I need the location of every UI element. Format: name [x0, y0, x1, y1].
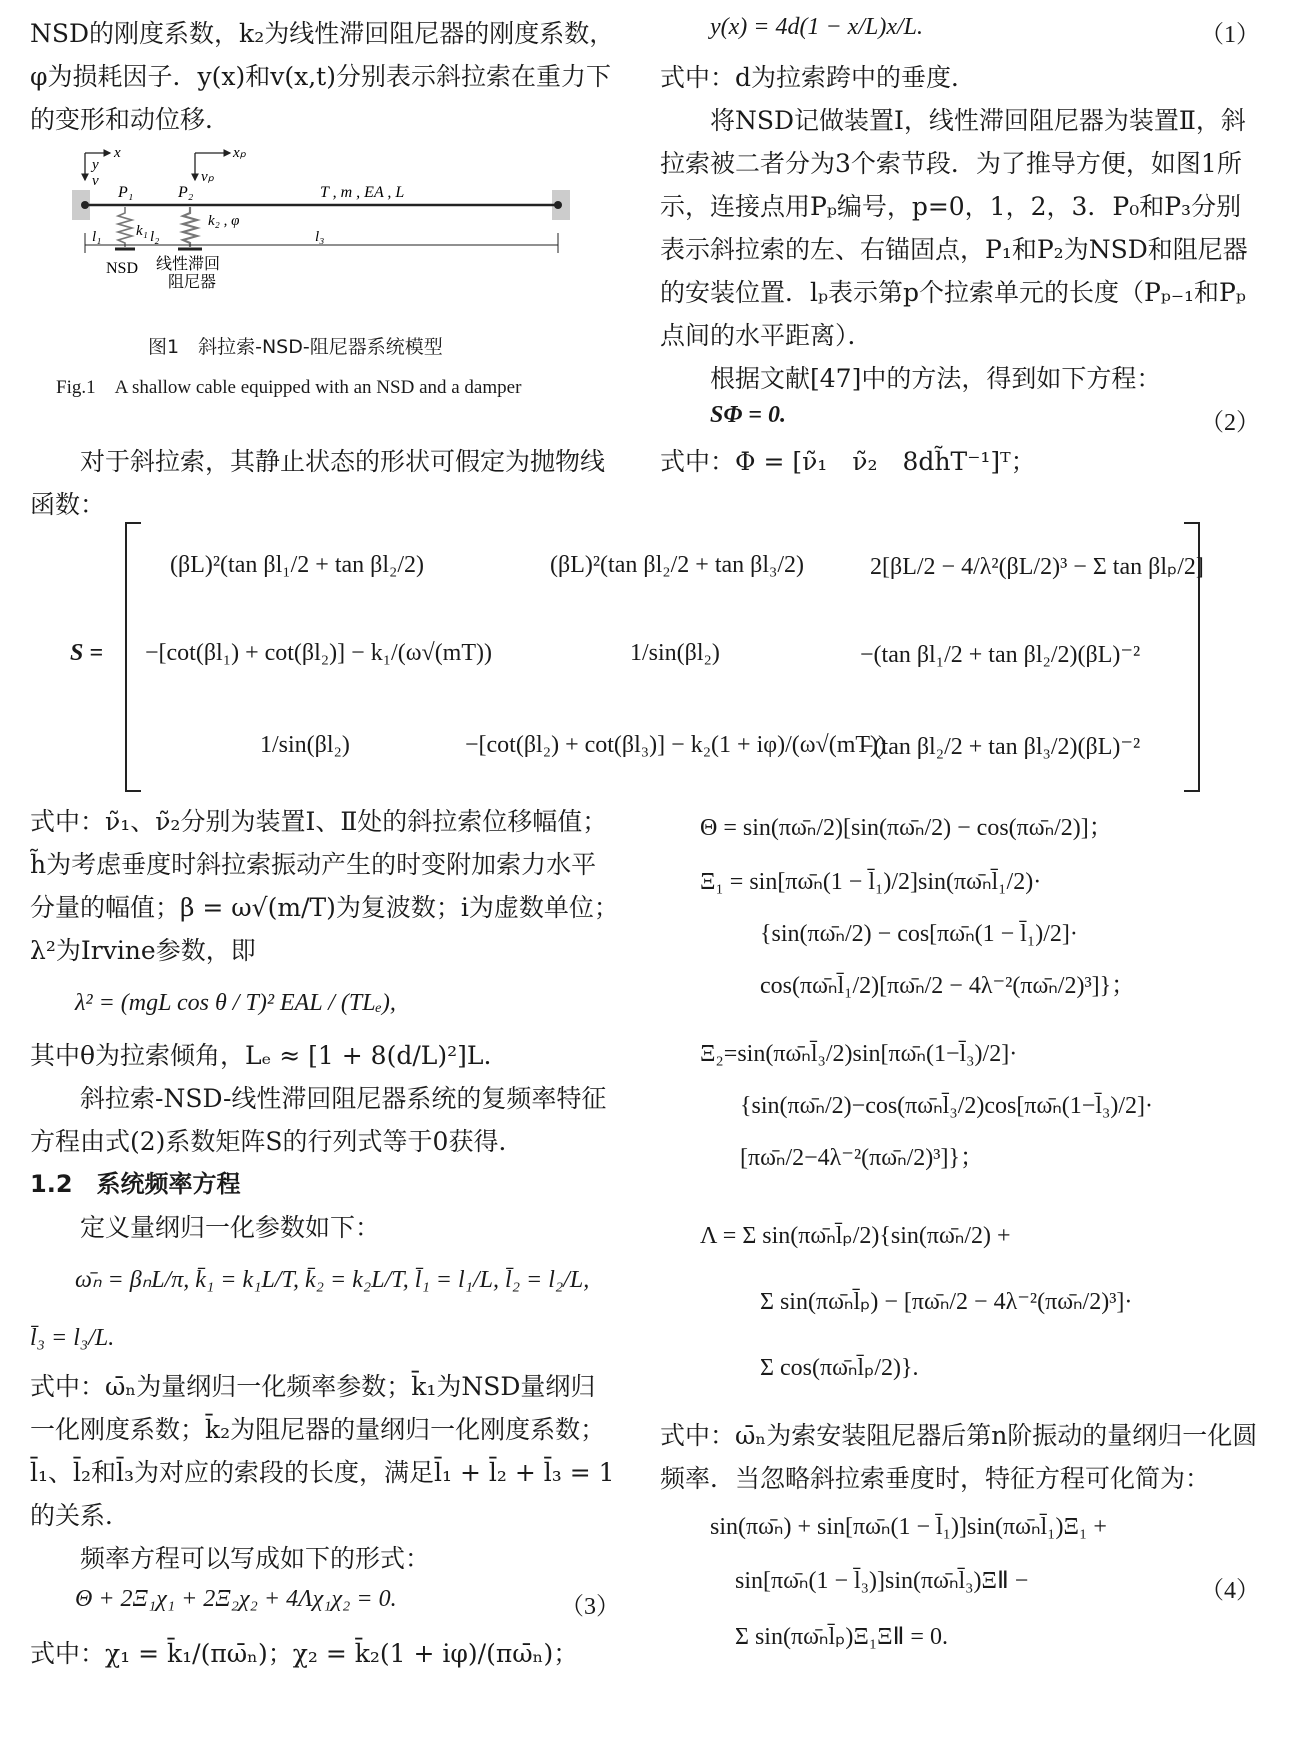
- paragraph: 频率方程可以写成如下的形式：: [80, 1544, 431, 1573]
- matrix-cell: −[cot(βl₁) + cot(βl₂)] − k₁/(ω√(mT)): [145, 640, 492, 666]
- equation-number: （1）: [1200, 22, 1260, 48]
- label-nsd: NSD: [106, 260, 139, 277]
- equation-xi2: {sin(πω̄ₙ/2)−cos(πω̄ₙl̄₃/2)cos[πω̄ₙ(1−l̄₃)/2]·: [740, 1093, 1154, 1119]
- paragraph: 式中：χ₁ = k̄₁/(πω̄ₙ)；χ₂ = k̄₂(1 + iφ)/(πω̄ₙ)；: [30, 1639, 579, 1668]
- equation-definitions-2: l̄₃ = l₃/L.: [30, 1325, 115, 1351]
- label-P1: P₁: [118, 184, 134, 201]
- paragraph: NSD的刚度系数，k₂为线性滞回阻尼器的刚度系数，φ为损耗因子．y(x)和v(x,t)分别表示斜拉索在重力下的变形和动位移．: [30, 19, 615, 134]
- right-column-bottom: [660, 808, 1260, 1682]
- equation-number: （4）: [1200, 1578, 1260, 1604]
- damper-spring: [183, 207, 197, 247]
- label-x: x: [114, 145, 121, 161]
- label-damper-2: 阻尼器: [168, 274, 217, 291]
- label-k1: k₁: [136, 223, 148, 239]
- equation-lambda-cap: Σ cos(πω̄ₙl̄ₚ/2)}.: [760, 1355, 919, 1381]
- nsd-spring: [118, 207, 132, 247]
- matrix-cell: 1/sin(βl₂): [630, 640, 720, 666]
- matrix-cell: (βL)²(tan βl₁/2 + tan βl₂/2): [170, 552, 425, 578]
- label-k2phi: k₂ , φ: [208, 213, 240, 229]
- equation-2: SΦ = 0.: [710, 402, 786, 428]
- matrix-label: S =: [70, 640, 104, 666]
- paragraph: 其中θ为拉索倾角，Lₑ ≈ [1 + 8(d/L)²]L.: [30, 1041, 492, 1070]
- matrix-S: [70, 522, 1230, 788]
- paragraph: 式中：d为拉索跨中的垂度．: [660, 63, 977, 92]
- label-vp: vₚ: [201, 169, 215, 185]
- equation-4: sin(πω̄ₙ) + sin[πω̄ₙ(1 − l̄₁)]sin(πω̄ₙl̄₁)Ξ₁ +: [710, 1514, 1107, 1540]
- figure-caption-en: Fig.1 A shallow cable equipped with an NSD and a damper: [56, 377, 522, 398]
- paragraph: 定义量纲归一化参数如下：: [80, 1213, 381, 1242]
- label-l3: l₃: [315, 229, 325, 245]
- equation-xi1: cos(πω̄ₙl̄₁/2)[πω̄ₙ/2 − 4λ⁻²(πω̄ₙ/2)³]}；: [760, 973, 1136, 999]
- section-heading: 1.2 系统频率方程: [30, 1170, 241, 1198]
- matrix-cell: 2[βL/2 − 4/λ²(βL/2)³ − Σ tan βlₚ/2]: [870, 554, 1204, 580]
- label-xp: xₚ: [233, 145, 247, 161]
- figure-cable-model: [70, 145, 630, 315]
- matrix-cell: (βL)²(tan βl₂/2 + tan βl₃/2): [550, 552, 805, 578]
- paragraph: 根据文献[47]中的方法，得到如下方程：: [710, 364, 1162, 393]
- paragraph: 式中：ω̄ₙ为量纲归一化频率参数；k̄₁为NSD量纲归一化刚度系数；k̄₂为阻尼器的量纲归一化刚度系数；l̄₁、l̄₂和l̄₃为对应的索段的长度，满足l̄₁ + l̄₂ + l̄₃ = 1的关系．: [30, 1372, 615, 1530]
- equation-xi1: Ξ₁ = sin[πω̄ₙ(1 − l̄₁)/2]sin(πω̄ₙl̄₁/2)·: [700, 869, 1042, 895]
- equation-definitions: ω̄ₙ = βₙL/π, k̄₁ = k₁L/T, k̄₂ = k₂L/T, l̄₁ = l₁/L, l̄₂ = l₂/L,: [75, 1267, 590, 1293]
- label-damper-1: 线性滞回: [156, 256, 221, 273]
- label-y: y: [92, 157, 99, 173]
- equation-xi1: {sin(πω̄ₙ/2) − cos[πω̄ₙ(1 − l̄₁)/2]·: [760, 921, 1078, 947]
- equation-lambda: λ² = (mgL cos θ / T)² EAL / (TLₑ),: [75, 990, 396, 1016]
- paragraph: 将NSD记做装置Ⅰ，线性滞回阻尼器为装置Ⅱ，斜拉索被二者分为3个索节段．为了推导方便，如图1所示，连接点用Pₚ编号，p=0，1，2，3．P₀和P₃分别表示斜拉索的左、右锚固点，P₁和P₂为NSD和阻尼器的安装位置．lₚ表示第p个拉索单元的长度（Pₚ₋₁和Pₚ点间的水平距离）．: [660, 106, 1248, 350]
- equation-1: y(x) = 4d(1 − x/L)x/L.: [710, 14, 923, 40]
- equation-lambda-cap: Σ sin(πω̄ₙl̄ₚ) − [πω̄ₙ/2 − 4λ⁻²(πω̄ₙ/2)³]·: [760, 1289, 1133, 1315]
- paragraph: 式中：ν̃₁、ν̃₂分别为装置Ⅰ、Ⅱ处的斜拉索位移幅值；h̃为考虑垂度时斜拉索振动产生的时变附加索力水平分量的幅值；β = ω√(m/T)为复波数；i为虚数单位；λ²为Irvine参数，即: [30, 807, 619, 965]
- paragraph: 斜拉索-NSD-线性滞回阻尼器系统的复频率特征方程由式(2)系数矩阵S的行列式等于0获得．: [30, 1084, 607, 1156]
- label-l2: l₂: [150, 229, 160, 245]
- matrix-cell: 1/sin(βl₂): [260, 732, 350, 758]
- matrix-cell: −(tan βl₁/2 + tan βl₂/2)(βL)⁻²: [860, 642, 1141, 668]
- label-l1: l₁: [92, 229, 102, 245]
- left-column-bottom: [30, 800, 620, 1682]
- left-column: [30, 0, 620, 141]
- label-P2: P₂: [178, 184, 194, 201]
- figure-caption-cn: 图1 斜拉索-NSD-阻尼器系统模型: [148, 336, 443, 358]
- left-mid: [30, 440, 620, 526]
- paragraph: 式中：Φ = [ν̃₁ ν̃₂ 8dh̃T⁻¹]ᵀ；: [660, 447, 1036, 476]
- matrix-cell: −(tan βl₂/2 + tan βl₃/2)(βL)⁻²: [860, 734, 1141, 760]
- matrix-cell: −[cot(βl₂) + cot(βl₃)] − k₂(1 + iφ)/(ω√(mT)): [465, 732, 887, 758]
- equation-theta: Θ = sin(πω̄ₙ/2)[sin(πω̄ₙ/2) − cos(πω̄ₙ/2)]；: [700, 815, 1113, 841]
- label-params: T , m , EA , L: [320, 184, 405, 201]
- equation-4: Σ sin(πω̄ₙl̄ₚ)Ξ₁ΞⅡ = 0.: [735, 1624, 948, 1650]
- right-column-top: [660, 0, 1260, 483]
- equation-lambda-cap: Λ = Σ sin(πω̄ₙl̄ₚ/2){sin(πω̄ₙ/2) +: [700, 1223, 1011, 1249]
- label-v: v: [92, 173, 99, 189]
- equation-xi2: Ξ₂=sin(πω̄ₙl̄₃/2)sin[πω̄ₙ(1−l̄₃)/2]·: [700, 1041, 1018, 1067]
- equation-xi2: [πω̄ₙ/2−4λ⁻²(πω̄ₙ/2)³]}；: [740, 1145, 985, 1171]
- equation-number: （3）: [560, 1594, 620, 1620]
- equation-4: sin[πω̄ₙ(1 − l̄₃)]sin(πω̄ₙl̄₃)ΞⅡ −: [735, 1568, 1029, 1594]
- equation-number: （2）: [1200, 410, 1260, 436]
- paragraph: 对于斜拉索，其静止状态的形状可假定为抛物线函数：: [30, 447, 606, 519]
- paragraph: 式中：ω̄ₙ为索安装阻尼器后第n阶振动的量纲归一化圆频率．当忽略斜拉索垂度时，特征方程可化简为：: [660, 1421, 1258, 1493]
- equation-3: Θ + 2Ξ₁χ₁ + 2Ξ₂χ₂ + 4Λχ₁χ₂ = 0.: [75, 1586, 397, 1612]
